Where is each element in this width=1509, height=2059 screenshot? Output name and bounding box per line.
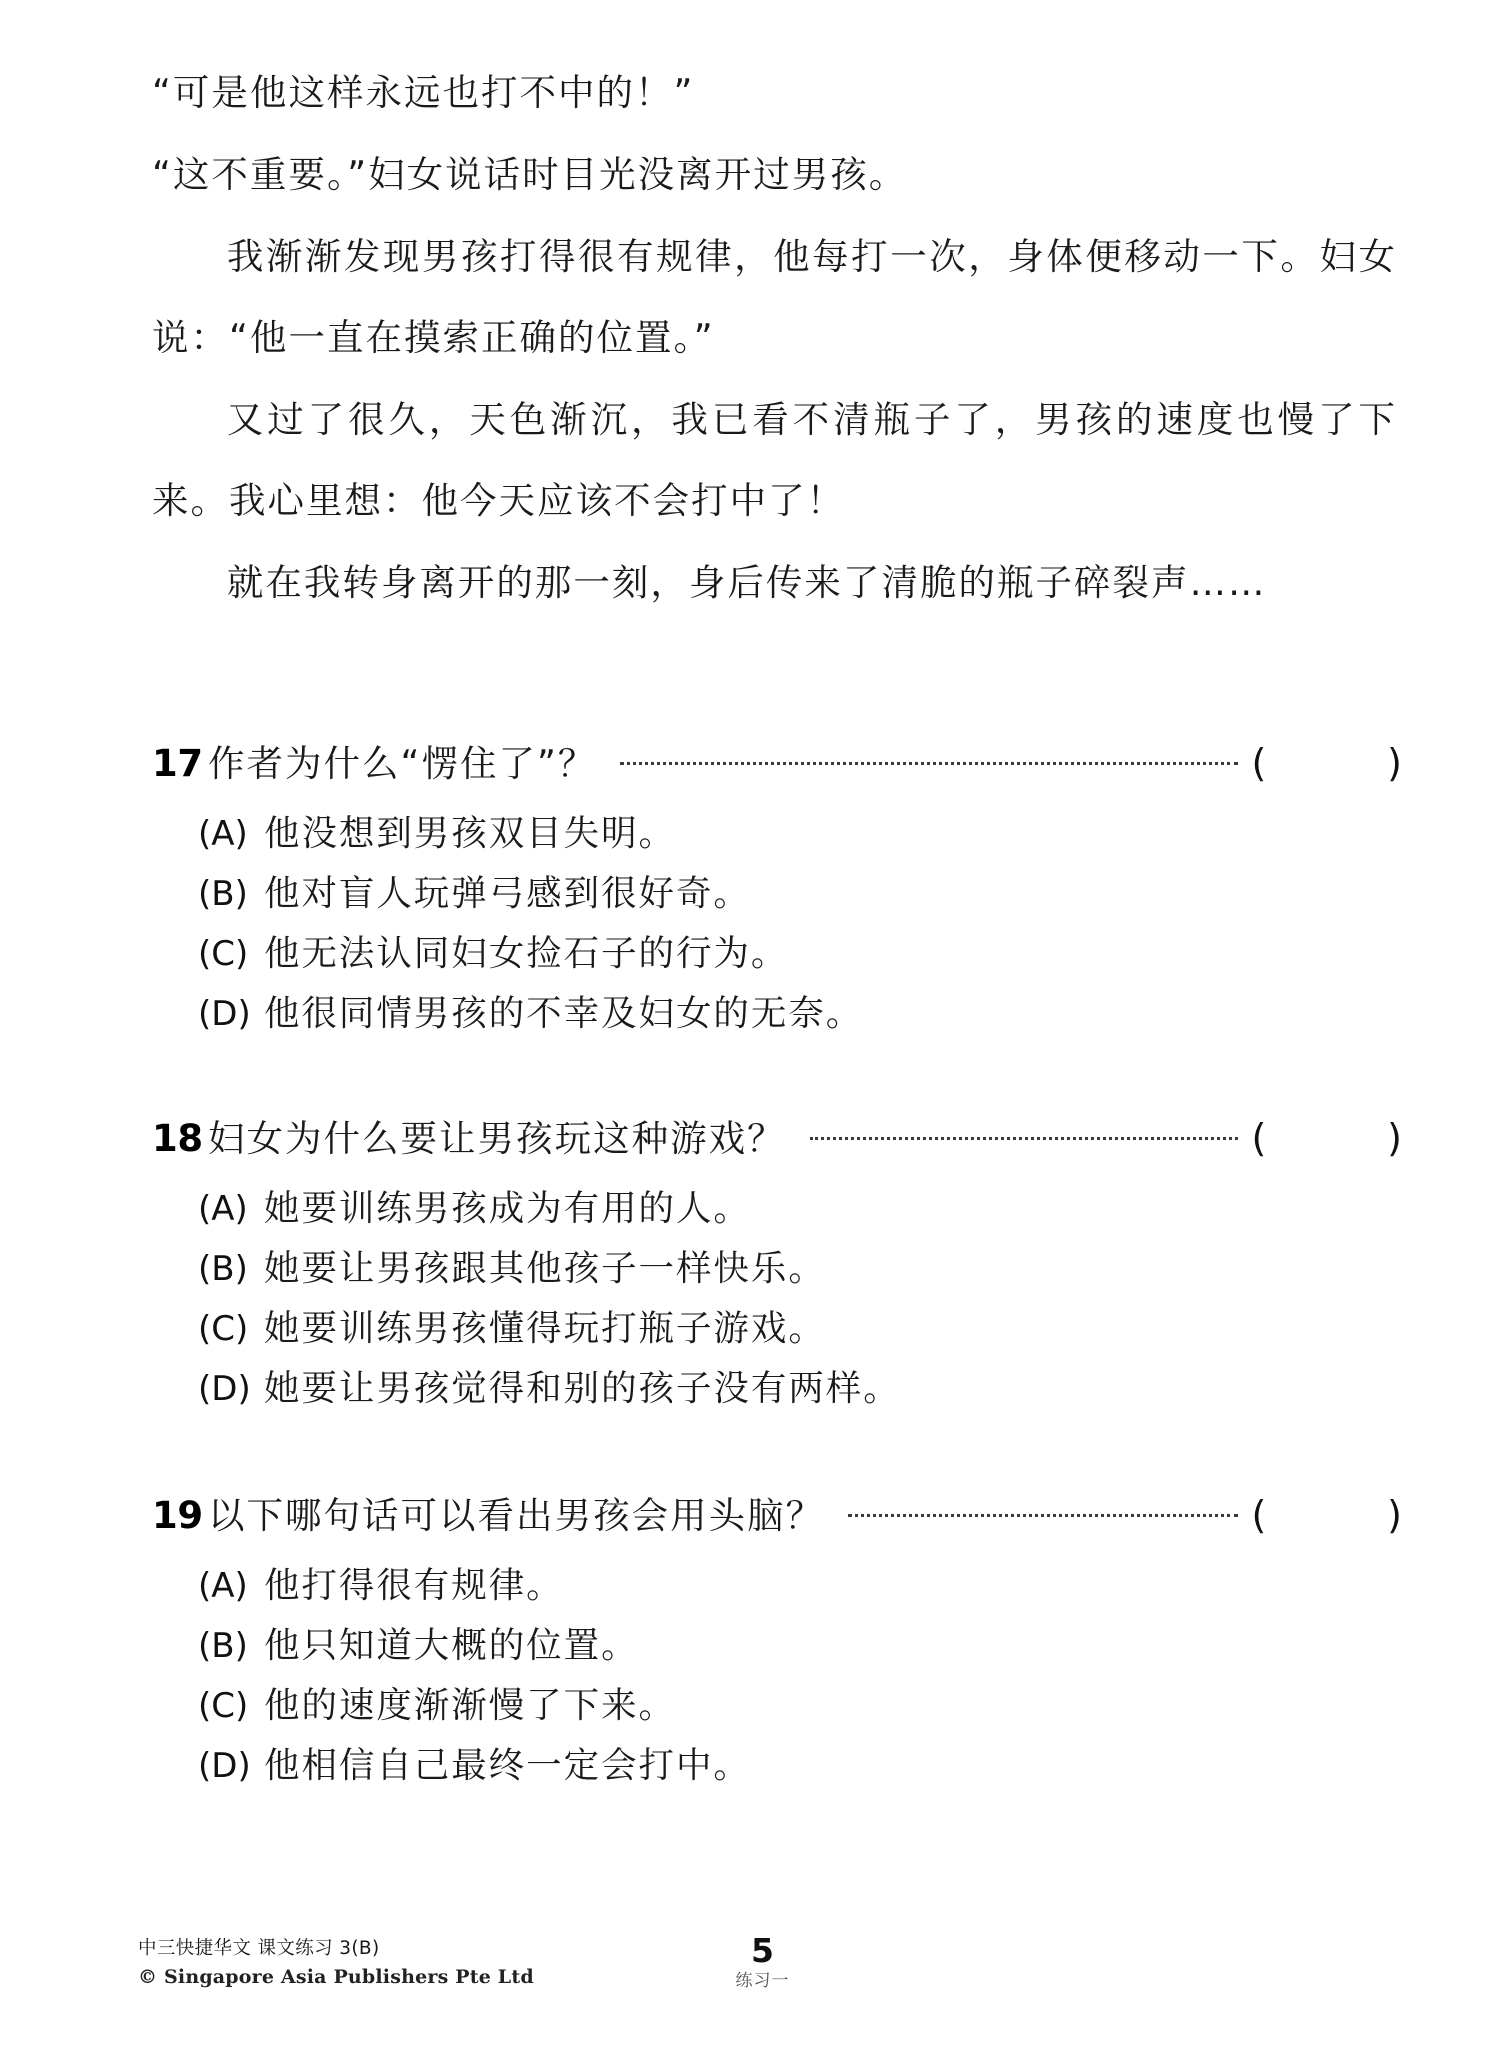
- option-b-label: (B): [198, 1626, 248, 1666]
- option-d-label: (D): [198, 1369, 251, 1409]
- footer-page-marker: [0, 1933, 1509, 1993]
- option-b-text: 他只知道大概的位置。: [264, 1625, 639, 1666]
- page-subtitle: 练习一: [735, 1971, 790, 1991]
- option-a-label: (A): [198, 814, 248, 854]
- dot-leader: [810, 1115, 1238, 1152]
- question-17-header: [152, 735, 1402, 792]
- passage-paragraph: “可是他这样永远也打不中的！”: [152, 71, 695, 114]
- page-number: 5: [751, 1931, 774, 1970]
- question-17-options: [152, 804, 1402, 1044]
- option-a-text: 她要训练男孩成为有用的人。: [264, 1188, 751, 1229]
- question-19-options: [152, 1556, 1402, 1796]
- question-18-number: 18: [152, 1117, 203, 1160]
- option-a-label: (A): [198, 1189, 248, 1229]
- passage-paragraph: 又过了很久，天色渐沉，我已看不清瓶子了，男孩的速度也慢了下来。我心里想：他今天应该不会打中了！: [152, 398, 1397, 522]
- footer-copyright: © Singapore Asia Publishers Pte Ltd: [138, 1966, 534, 1988]
- passage-paragraph: 我渐渐发现男孩打得很有规律，他每打一次，身体便移动一下。妇女说：“他一直在摸索正确的位置。”: [152, 235, 1397, 359]
- question-18-answer-box[interactable]: ( ): [1251, 1116, 1402, 1160]
- question-17-answer-box[interactable]: ( ): [1251, 741, 1402, 785]
- option-c[interactable]: [152, 1299, 1402, 1359]
- option-c-text: 他无法认同妇女捡石子的行为。: [264, 933, 789, 974]
- option-c[interactable]: [152, 1676, 1402, 1736]
- option-b-text: 她要让男孩跟其他孩子一样快乐。: [264, 1248, 826, 1289]
- question-18-header: [152, 1110, 1402, 1167]
- option-d-label: (D): [198, 1746, 251, 1786]
- option-b-text: 他对盲人玩弹弓感到很好奇。: [264, 873, 751, 914]
- reading-passage: [152, 52, 1397, 623]
- question-19-number: 19: [152, 1494, 203, 1537]
- question-17-number: 17: [152, 742, 203, 785]
- question-19-header: [152, 1487, 1402, 1544]
- option-b-label: (B): [198, 874, 248, 914]
- option-a[interactable]: [152, 804, 1402, 864]
- option-a-text: 他没想到男孩双目失明。: [264, 813, 676, 854]
- question-19: [152, 1487, 1402, 1796]
- option-d-text: 他很同情男孩的不幸及妇女的无奈。: [264, 993, 864, 1034]
- option-a-label: (A): [198, 1566, 248, 1606]
- option-d-text: 她要让男孩觉得和别的孩子没有两样。: [264, 1368, 901, 1409]
- question-17-text: 作者为什么“愣住了”？: [208, 742, 597, 785]
- option-b-label: (B): [198, 1249, 248, 1289]
- question-19-answer-box[interactable]: ( ): [1251, 1493, 1402, 1537]
- option-c-label: (C): [198, 1686, 249, 1726]
- option-d[interactable]: [152, 984, 1402, 1044]
- option-b[interactable]: [152, 1616, 1402, 1676]
- question-18: [152, 1110, 1402, 1419]
- passage-paragraph: “这不重要。”妇女说话时目光没离开过男孩。: [152, 153, 908, 196]
- dot-leader: [620, 740, 1237, 777]
- option-d[interactable]: [152, 1359, 1402, 1419]
- dot-leader: [848, 1492, 1237, 1529]
- option-d-label: (D): [198, 994, 251, 1034]
- question-18-text: 妇女为什么要让男孩玩这种游戏？: [208, 1117, 786, 1160]
- option-c-text: 他的速度渐渐慢了下来。: [264, 1685, 676, 1726]
- option-a[interactable]: [152, 1556, 1402, 1616]
- option-c-label: (C): [198, 934, 249, 974]
- passage-paragraph: 就在我转身离开的那一刻，身后传来了清脆的瓶子碎裂声……: [226, 561, 1267, 604]
- option-d-text: 他相信自己最终一定会打中。: [264, 1745, 751, 1786]
- option-c-text: 她要训练男孩懂得玩打瓶子游戏。: [264, 1308, 826, 1349]
- option-b[interactable]: [152, 864, 1402, 924]
- option-c[interactable]: [152, 924, 1402, 984]
- question-19-text: 以下哪句话可以看出男孩会用头脑？: [208, 1494, 825, 1537]
- page-footer: [0, 1931, 1509, 2035]
- footer-title: 中三快捷华文 课文练习 3(B): [138, 1938, 380, 1959]
- option-d[interactable]: [152, 1736, 1402, 1796]
- option-a-text: 他打得很有规律。: [264, 1565, 564, 1606]
- option-b[interactable]: [152, 1239, 1402, 1299]
- question-17: [152, 735, 1402, 1044]
- question-18-options: [152, 1179, 1402, 1419]
- option-c-label: (C): [198, 1309, 249, 1349]
- option-a[interactable]: [152, 1179, 1402, 1239]
